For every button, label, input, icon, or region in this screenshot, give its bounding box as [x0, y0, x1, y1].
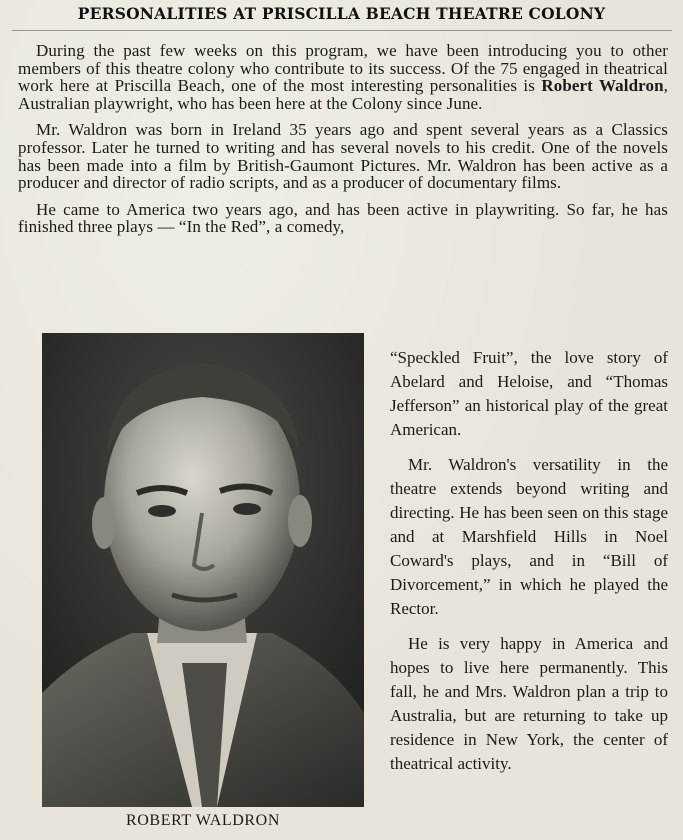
subject-name: Robert Waldron	[541, 76, 664, 96]
paragraph-intro-text-a: During the past few weeks on this program, we have been introducing you to other members of this theatre colony who contribute to its success. Of the 75 engaged in theatrical work here at Priscilla Beach, one of the most interesting personalities is	[18, 41, 668, 96]
article-side-column	[390, 346, 668, 787]
paragraph-intro	[18, 42, 668, 112]
headline-rule	[12, 30, 672, 31]
paragraph-plays-intro: He came to America two years ago, and has been active in playwriting. So far, he has finished three plays — “In the Red”, a comedy,	[18, 199, 668, 237]
article-body	[18, 42, 668, 245]
photo-caption: ROBERT WALDRON	[126, 812, 280, 829]
paragraph-intro-text-b: , Australian playwright, who has been here at the Colony since June.	[18, 76, 668, 113]
headline: PERSONALITIES AT PRISCILLA BEACH THEATRE COLONY	[77, 4, 606, 23]
paragraph-future-plans: He is very happy in America and hopes to live here permanently. This fall, he and Mrs. Waldron plan a trip to Australia, but are returning to take up residence in New York, the center of theatrical activity.	[390, 634, 668, 773]
paragraph-background: Mr. Waldron was born in Ireland 35 years ago and spent several years as a Classics professor. Later he turned to writing and has several novels to his credit. One of the novels has been made into a film by British-Gaumont Pictures. Mr. Waldron has been active as a producer and director of radio scripts, and as a producer of documentary films.	[18, 120, 668, 193]
paragraph-plays-continued: “Speckled Fruit”, the love story of Abelard and Heloise, and “Thomas Jefferson” an historical play of the great American.	[390, 348, 668, 439]
portrait-image	[42, 333, 364, 807]
paragraph-versatility: Mr. Waldron's versatility in the theatre extends beyond writing and directing. He has been seen on this stage and at Marshfield Hills in Noel Coward's plays, and in “Bill of Divorcement,” in which he played the Rector.	[390, 455, 668, 618]
portrait-photo	[42, 333, 364, 807]
